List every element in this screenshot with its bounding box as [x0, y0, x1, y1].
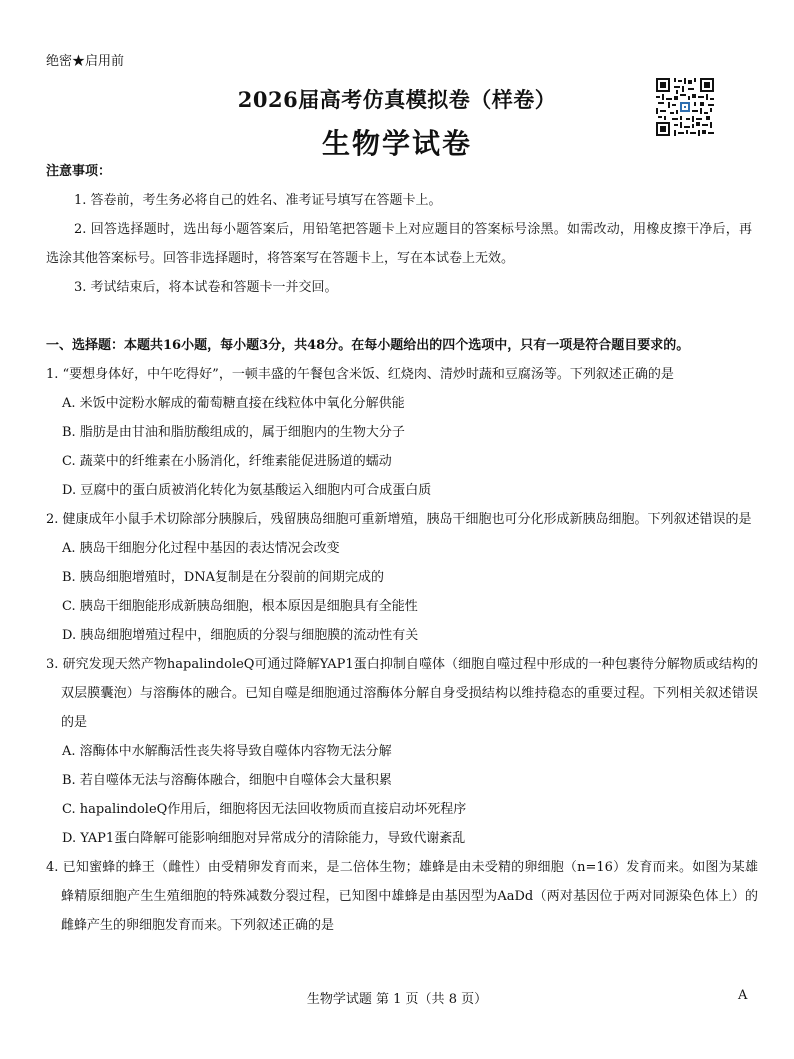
option-a: A. 胰岛干细胞分化过程中基因的表达情况会改变 — [62, 541, 340, 556]
question-stem: 4. 已知蜜蜂的蜂王（雌性）由受精卵发育而来，是二倍体生物；雄蜂是由未受精的卵细胞（n=16）发育而来。如图为某雄蜂精原细胞产生生殖细胞的特殊减数分裂过程，已知图中雄蜂是由基因型为AaDd（两对基因位于两对同源染色体上）的雌蜂产生的卵细胞发育而来。下列叙述正确的是 — [46, 860, 758, 933]
question-stem: 3. 研究发现天然产物hapalindoleQ可通过降解YAP1蛋白抑制自噬体（细胞自噬过程中形成的一种包裹待分解物质或结构的双层膜囊泡）与溶酶体的融合。已知自噬是细胞通过溶酶体分解自身受损结构以维持稳态的重要过程。下列相关叙述错误的是 — [46, 657, 758, 730]
question-stem: 1. “要想身体好，中午吃得好”，一顿丰盛的午餐包含米饭、红烧肉、清炒时蔬和豆腐汤等。下列叙述正确的是 — [46, 367, 674, 382]
question-list — [46, 360, 758, 940]
question-1 — [46, 360, 758, 505]
option-c: C. 蔬菜中的纤维素在小肠消化，纤维素能促进肠道的蠕动 — [62, 454, 392, 469]
option-b: B. 胰岛细胞增殖时，DNA复制是在分裂前的间期完成的 — [62, 570, 385, 585]
note-item: 3. 考试结束后，将本试卷和答题卡一并交回。 — [74, 280, 338, 295]
subject-title: 生物学试卷 — [321, 127, 472, 160]
secret-mark: 绝密★启用前 — [46, 54, 125, 69]
notes-list — [46, 186, 752, 302]
section-title: 一、选择题：本题共16小题，每小题3分，共48分。在每小题给出的四个选项中，只有一项是符合题目要求的。 — [46, 338, 690, 353]
option-d: D. 豆腐中的蛋白质被消化转化为氨基酸运入细胞内可合成蛋白质 — [62, 483, 432, 498]
option-b: B. 脂肪是由甘油和脂肪酸组成的，属于细胞内的生物大分子 — [62, 425, 405, 440]
option-c: C. 胰岛干细胞能形成新胰岛细胞，根本原因是细胞具有全能性 — [62, 599, 418, 614]
question-3 — [46, 650, 758, 853]
question-2 — [46, 505, 758, 650]
option-a: A. 米饭中淀粉水解成的葡萄糖直接在线粒体中氧化分解供能 — [62, 396, 405, 411]
option-d: D. 胰岛细胞增殖过程中，细胞质的分裂与细胞膜的流动性有关 — [62, 628, 419, 643]
paper-version: A — [738, 988, 748, 1003]
page-footer: 生物学试题 第 1 页（共 8 页） — [306, 992, 488, 1007]
notes-heading: 注意事项： — [46, 164, 112, 179]
note-item: 1. 答卷前，考生务必将自己的姓名、准考证号填写在答题卡上。 — [74, 193, 442, 208]
option-a: A. 溶酶体中水解酶活性丧失将导致自噬体内容物无法分解 — [62, 744, 392, 759]
option-d: D. YAP1蛋白降解可能影响细胞对异常成分的清除能力，导致代谢紊乱 — [62, 831, 466, 846]
qr-code-icon — [656, 78, 714, 136]
question-stem: 2. 健康成年小鼠手术切除部分胰腺后，残留胰岛细胞可重新增殖，胰岛干细胞也可分化形成新胰岛细胞。下列叙述错误的是 — [46, 512, 752, 527]
exam-title: 2026届高考仿真模拟卷（样卷） — [237, 87, 557, 112]
option-c: C. hapalindoleQ作用后，细胞将因无法回收物质而直接启动坏死程序 — [62, 802, 467, 817]
question-4 — [46, 853, 758, 940]
note-item: 2. 回答选择题时，选出每小题答案后，用铅笔把答题卡上对应题目的答案标号涂黑。如需改动，用橡皮擦干净后，再选涂其他答案标号。回答非选择题时，将答案写在答题卡上，写在本试卷上无效。 — [46, 222, 752, 266]
option-b: B. 若自噬体无法与溶酶体融合，细胞中自噬体会大量积累 — [62, 773, 392, 788]
